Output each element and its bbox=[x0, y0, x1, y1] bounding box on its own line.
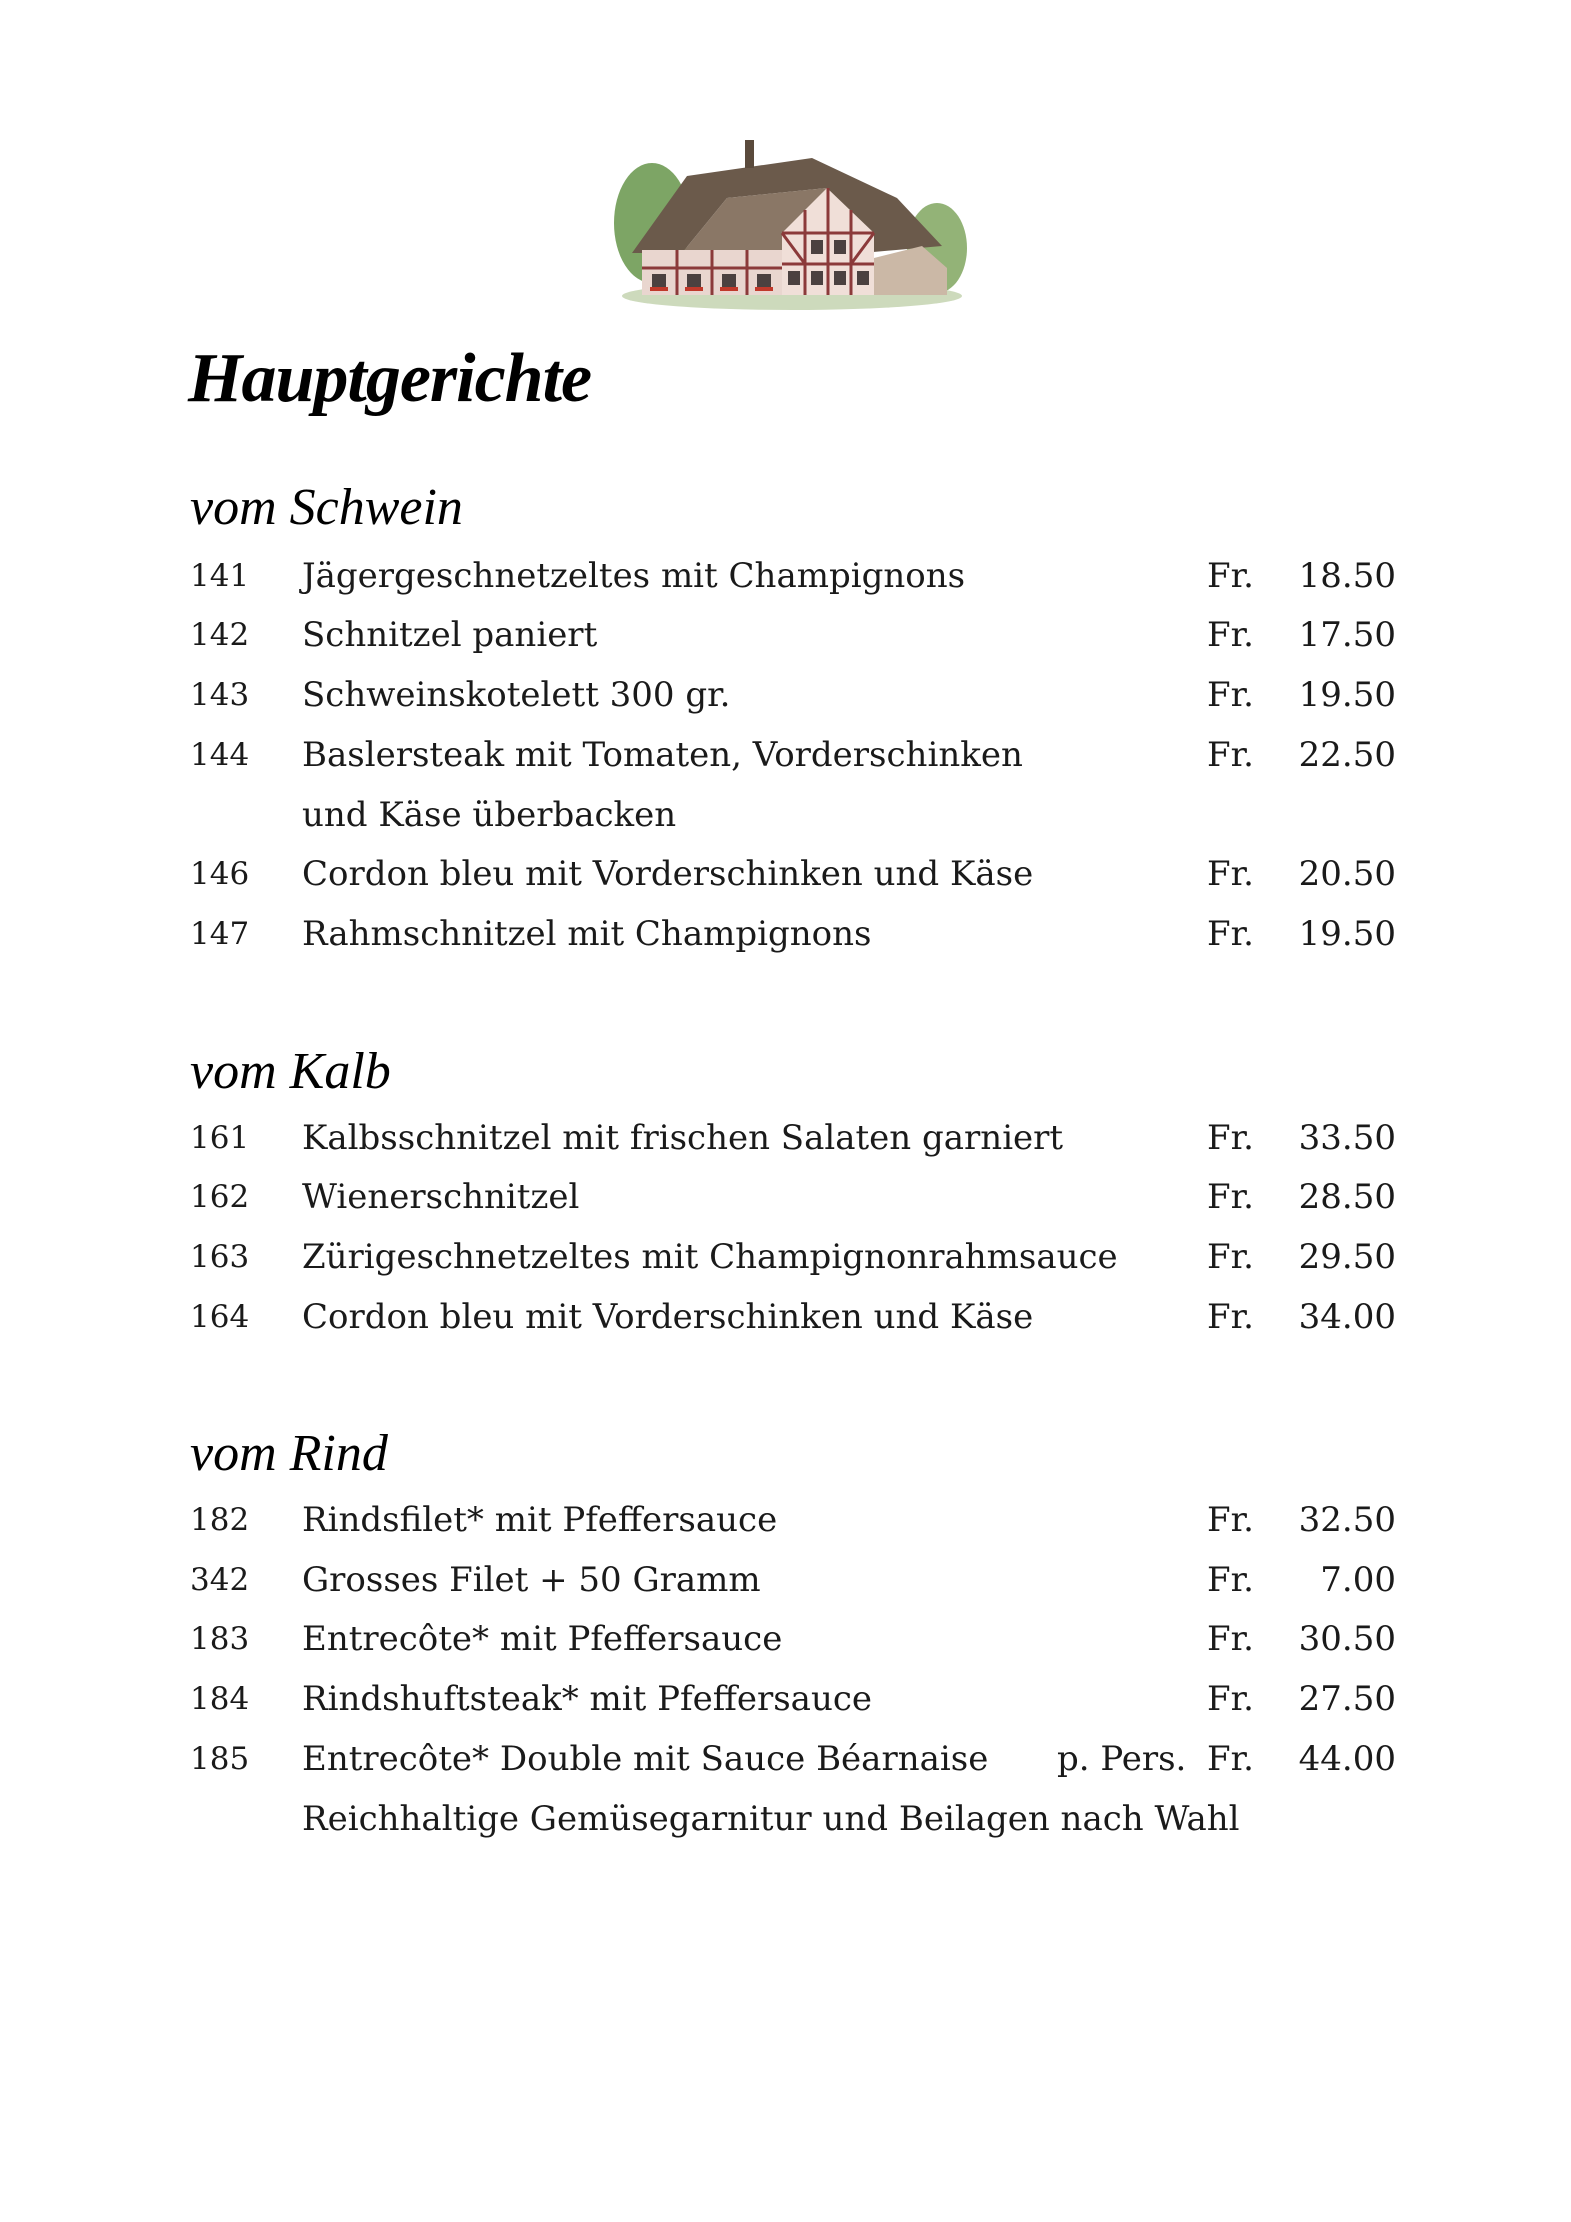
item-name: Zürigeschnetzeltes mit Champignonrahmsauce bbox=[302, 1237, 1118, 1277]
item-currency: Fr. bbox=[1207, 1177, 1254, 1217]
menu-item bbox=[0, 551, 1571, 601]
menu-item bbox=[0, 1113, 1571, 1163]
section-title-schwein: vom Schwein bbox=[190, 479, 463, 536]
section-title-kalb: vom Kalb bbox=[190, 1043, 391, 1100]
item-currency: Fr. bbox=[1207, 854, 1254, 894]
item-number: 184 bbox=[190, 1681, 250, 1717]
item-price: 30.50 bbox=[1298, 1619, 1396, 1659]
item-price: 20.50 bbox=[1298, 854, 1396, 894]
item-number: 164 bbox=[190, 1299, 250, 1335]
item-price: 27.50 bbox=[1298, 1679, 1396, 1719]
item-number: 144 bbox=[190, 737, 250, 773]
menu-item bbox=[0, 1674, 1571, 1724]
item-name: Wienerschnitzel bbox=[302, 1177, 580, 1217]
item-number: 162 bbox=[190, 1179, 250, 1215]
item-name: Rindshuftsteak* mit Pfeffersauce bbox=[302, 1679, 873, 1719]
section-title-rind: vom Rind bbox=[190, 1425, 388, 1482]
item-currency: Fr. bbox=[1207, 1679, 1254, 1719]
menu-item bbox=[0, 909, 1571, 959]
item-number: 143 bbox=[190, 677, 250, 713]
item-name: Schweinskotelett 300 gr. bbox=[302, 675, 731, 715]
item-currency: Fr. bbox=[1207, 1560, 1254, 1600]
menu-item bbox=[0, 610, 1571, 660]
item-name: Entrecôte* mit Pfeffersauce bbox=[302, 1619, 783, 1659]
item-name: Baslersteak mit Tomaten, Vorderschinken bbox=[302, 735, 1023, 775]
item-price: 44.00 bbox=[1298, 1739, 1396, 1779]
item-currency: Fr. bbox=[1207, 615, 1254, 655]
item-price: 22.50 bbox=[1298, 735, 1396, 775]
item-price: 17.50 bbox=[1298, 615, 1396, 655]
item-name: Kalbsschnitzel mit frischen Salaten garniert bbox=[302, 1118, 1064, 1158]
item-name: Jägergeschnetzeltes mit Champignons bbox=[302, 556, 966, 596]
page-title: Hauptgerichte bbox=[188, 340, 592, 417]
item-currency: Fr. bbox=[1207, 1237, 1254, 1277]
farmhouse-illustration bbox=[612, 128, 970, 313]
item-currency: Fr. bbox=[1207, 1739, 1254, 1779]
item-number: 342 bbox=[190, 1562, 250, 1598]
item-number: 163 bbox=[190, 1239, 250, 1275]
item-currency: Fr. bbox=[1207, 1118, 1254, 1158]
item-name: und Käse überbacken bbox=[302, 795, 677, 835]
item-number: 161 bbox=[190, 1120, 250, 1156]
menu-item bbox=[0, 730, 1571, 780]
item-price: 34.00 bbox=[1298, 1297, 1396, 1337]
item-currency: Fr. bbox=[1207, 1619, 1254, 1659]
menu-item-continuation bbox=[0, 790, 1571, 840]
item-currency: Fr. bbox=[1207, 1297, 1254, 1337]
item-per-person: p. Pers. bbox=[1057, 1739, 1187, 1779]
item-number: 183 bbox=[190, 1621, 250, 1657]
menu-item bbox=[0, 670, 1571, 720]
item-price: 33.50 bbox=[1298, 1118, 1396, 1158]
menu-item bbox=[0, 1555, 1571, 1605]
item-name: Rindsfilet* mit Pfeffersauce bbox=[302, 1500, 778, 1540]
item-price: 29.50 bbox=[1298, 1237, 1396, 1277]
item-currency: Fr. bbox=[1207, 1500, 1254, 1540]
item-name: Cordon bleu mit Vorderschinken und Käse bbox=[302, 1297, 1034, 1337]
item-name: Cordon bleu mit Vorderschinken und Käse bbox=[302, 854, 1034, 894]
item-number: 147 bbox=[190, 916, 250, 952]
item-price: 18.50 bbox=[1298, 556, 1396, 596]
item-currency: Fr. bbox=[1207, 735, 1254, 775]
item-price: 28.50 bbox=[1298, 1177, 1396, 1217]
item-name: Entrecôte* Double mit Sauce Béarnaise bbox=[302, 1739, 989, 1779]
item-number: 141 bbox=[190, 558, 250, 594]
item-price: 32.50 bbox=[1298, 1500, 1396, 1540]
item-currency: Fr. bbox=[1207, 675, 1254, 715]
menu-item bbox=[0, 1232, 1571, 1282]
menu-item bbox=[0, 1614, 1571, 1664]
menu-item bbox=[0, 1172, 1571, 1222]
item-name: Grosses Filet + 50 Gramm bbox=[302, 1560, 761, 1600]
footer-note: Reichhaltige Gemüsegarnitur und Beilagen nach Wahl bbox=[302, 1799, 1240, 1839]
item-number: 146 bbox=[190, 856, 250, 892]
item-price: 7.00 bbox=[1320, 1560, 1396, 1600]
item-currency: Fr. bbox=[1207, 914, 1254, 954]
item-price: 19.50 bbox=[1298, 675, 1396, 715]
item-number: 182 bbox=[190, 1502, 250, 1538]
menu-item bbox=[0, 1734, 1571, 1784]
item-currency: Fr. bbox=[1207, 556, 1254, 596]
item-name: Rahmschnitzel mit Champignons bbox=[302, 914, 872, 954]
item-number: 142 bbox=[190, 617, 250, 653]
item-number: 185 bbox=[190, 1741, 250, 1777]
item-name: Schnitzel paniert bbox=[302, 615, 598, 655]
menu-item bbox=[0, 1292, 1571, 1342]
menu-item bbox=[0, 1495, 1571, 1545]
item-price: 19.50 bbox=[1298, 914, 1396, 954]
footer-note-row bbox=[0, 1794, 1571, 1844]
menu-item bbox=[0, 849, 1571, 899]
